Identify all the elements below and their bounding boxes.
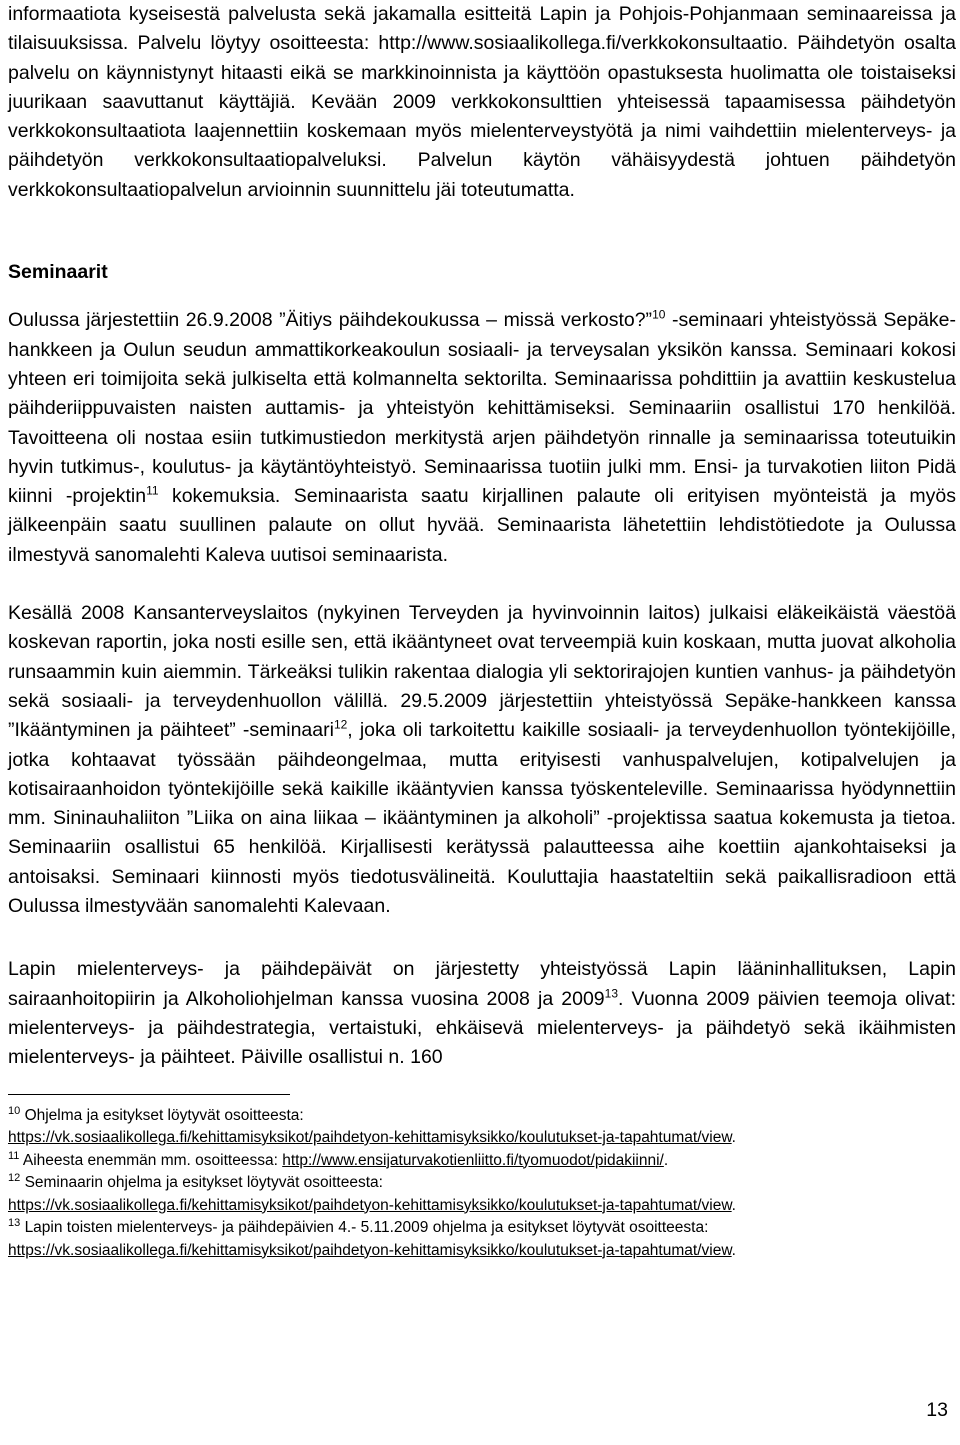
footnote-punct: . [731, 1196, 736, 1214]
footnote-11 [8, 1150, 956, 1173]
footnote-link[interactable]: https://vk.sosiaalikollega.fi/kehittamisyksikot/paihdetyon-kehittamisyksikko/koulutukset-ja-tapahtumat/view [8, 1196, 732, 1214]
paragraph-ikaantyminen-seminaari [8, 599, 956, 921]
footnotes [8, 1105, 956, 1263]
footnote-ref-12[interactable]: 12 [333, 717, 348, 732]
section-heading-seminaarit: Seminaarit [8, 261, 108, 284]
paragraph-text: . Vuonna 2009 päivien teemoja olivat: mielenterveys- ja päihdestrategia, vertaistuki, ehkäisevä mielenterveys- ja päihdetyö sekä ikäihmisten mielenterveys- ja päihteet. Päiville osallistui n. 160 [8, 987, 956, 1069]
footnote-10 [8, 1105, 956, 1150]
footnote-number: 12 [8, 1171, 21, 1184]
paragraph-text: Kesällä 2008 Kansanterveyslaitos (nykyinen Terveyden ja hyvinvoinnin laitos) julkaisi eläkeikäistä väestöä koskevan raportin, joka nosti esille sen, että ikääntyneet ovat terveempiä kuin koskaan, mutta juovat alkoholia runsaammin kuin aiemmin. Tärkeäksi tulikin rakentaa dialogia yli sektorirajojen kuntien vanhus- ja päihdetyön sekä sosiaali- ja terveydenhuollon välillä. 29.5.2009 järjestettiin yhteistyössä Sepäke-hankkeen kanssa ”Ikääntyminen ja päihteet” -seminaari [8, 602, 956, 742]
paragraph-verkkokonsultaatio [8, 0, 956, 205]
footnote-text: Ohjelma ja esitykset löytyvät osoitteesta: [24, 1106, 304, 1124]
document-page [8, 0, 956, 1262]
footnote-number: 11 [8, 1149, 20, 1162]
footnote-divider [8, 1094, 290, 1095]
footnote-punct: . [731, 1129, 736, 1146]
paragraph-text: Oulussa järjestettiin 26.9.2008 ”Äitiys päihdekoukussa – missä verkosto?” [8, 309, 653, 332]
footnote-number: 10 [8, 1104, 21, 1117]
footnote-text: Aiheesta enemmän mm. osoitteessa: [22, 1151, 283, 1169]
footnote-12 [8, 1172, 956, 1217]
footnote-punct: . [731, 1241, 736, 1259]
page-number: 13 [926, 1399, 948, 1421]
paragraph-text: -seminaari yhteistyössä Sepäke-hankkeen ja Oulun seudun ammattikorkeakoulun sosiaali- ja terveysalan yksikön kanssa. Seminaari kokosi yhteen eri toimijoita sekä julkiselta että kolmannelta sektorilta. Seminaarissa pohdittiin ja avattiin keskustelua päihderiippuvaisten naisten auttamis- ja yhteistyön kehittämiseksi. Seminaariin osallistui 170 henkilöä. Tavoitteena oli nostaa esiin tutkimustiedon merkitystä arjen päihdetyön rinnalle ja seminaarissa toteutuikin hyvin tutkimus-, koulutus- ja käytäntöyhteistyö. Seminaarissa tuotiin julki mm. Ensi- ja turvakotien liiton Pidä kiinni -projektin [8, 309, 956, 508]
footnote-text: Seminaarin ohjelma ja esitykset löytyvät osoitteesta: [24, 1174, 383, 1191]
footnote-ref-10[interactable]: 10 [652, 307, 666, 322]
paragraph-text: Lapin mielenterveys- ja päihdepäivät on järjestetty yhteistyössä Lapin lääninhallituksen, Lapin sairaanhoitopiirin ja Alkoholiohjelman kanssa vuosina 2008 ja 2009 [8, 958, 956, 1010]
footnote-number: 13 [8, 1216, 21, 1229]
footnote-link[interactable]: http://www.ensijaturvakotienliitto.fi/tyomuodot/pidakiinni/ [282, 1151, 664, 1169]
paragraph-lapin-paivat [8, 955, 956, 1072]
footnote-punct: . [663, 1151, 669, 1169]
footnote-13 [8, 1217, 956, 1262]
paragraph-text: informaatiota kyseisestä palvelusta sekä jakamalla esitteitä Lapin ja Pohjois-Pohjanmaan seminaareissa ja tilaisuuksissa. Palvelu löytyy osoitteesta: http://www.sosiaalikollega.fi/verkkokonsultaatio. Päihdetyön osalta palvelu on käynnistynyt hitaasti eikä se markkinoinnista ja käyttöön opastuksesta huolimatta ole toistaiseksi juurikaan saavuttanut käyttäjiä. Kevään 2009 verkkokonsulttien yhteisessä tapaamisessa päihdetyön verkkokonsultaatiota laajennettiin koskemaan myös mielenterveystyötä ja nimi vaihdettiin mielenterveys- ja päihdetyön verkkokonsultaatiopalveluksi. Palvelun käytön vähäisyydestä johtuen päihdetyön verkkokonsultaatiopalvelun arvioinnin suunnittelu jäi toteutumatta. [8, 3, 956, 201]
paragraph-text: , joka oli tarkoitettu kaikille sosiaali- ja terveydenhuollon työntekijöille, jotka kohtaavat työssään päihdeongelmaa, mutta erityisesti vanhuspalvelujen, kotipalvelujen ja kotisairaanhoidon työntekijöille sekä kaikille ikääntyvien kanssa työskenteleville. Seminaarissa hyödynnettiin mm. Sininauhaliiton ”Liika on aina liikaa – ikääntyminen ja alkoholi” -projektissa saatua kokemusta ja tietoa. Seminaariin osallistui 65 henkilöä. Kirjallisesti kerätyssä palautteessa aihe koettiin ajankohtaiseksi ja antoisaksi. Seminaari kiinnosti myös tiedotusvälineitä. Kouluttajia haastateltiin sekä paikallisradioon että Oulussa ilmestyvään sanomalehti Kalevaan. [8, 719, 956, 918]
footnote-ref-11[interactable]: 11 [146, 483, 159, 498]
footnote-text: Lapin toisten mielenterveys- ja päihdepäivien 4.- 5.11.2009 ohjelma ja esitykset löytyvät osoitteesta: [24, 1219, 709, 1236]
footnote-ref-13[interactable]: 13 [604, 986, 619, 1001]
footnote-link[interactable]: https://vk.sosiaalikollega.fi/kehittamisyksikot/paihdetyon-kehittamisyksikko/koulutukset-ja-tapahtumat/view [8, 1241, 732, 1259]
paragraph-aitiys-seminaari [8, 306, 956, 570]
footnote-link[interactable]: https://vk.sosiaalikollega.fi/kehittamisyksikot/paihdetyon-kehittamisyksikko/koulutukset-ja-tapahtumat/view [8, 1129, 732, 1146]
paragraph-text: kokemuksia. Seminaarista saatu kirjallinen palaute oli erityisen myönteistä ja myös jälkeenpäin saatu suullinen palaute on ollut hyvää. Seminaarista lähetettiin lehdistötiedote ja Oulussa ilmestyvä sanomalehti Kaleva uutisoi seminaarista. [8, 485, 956, 566]
